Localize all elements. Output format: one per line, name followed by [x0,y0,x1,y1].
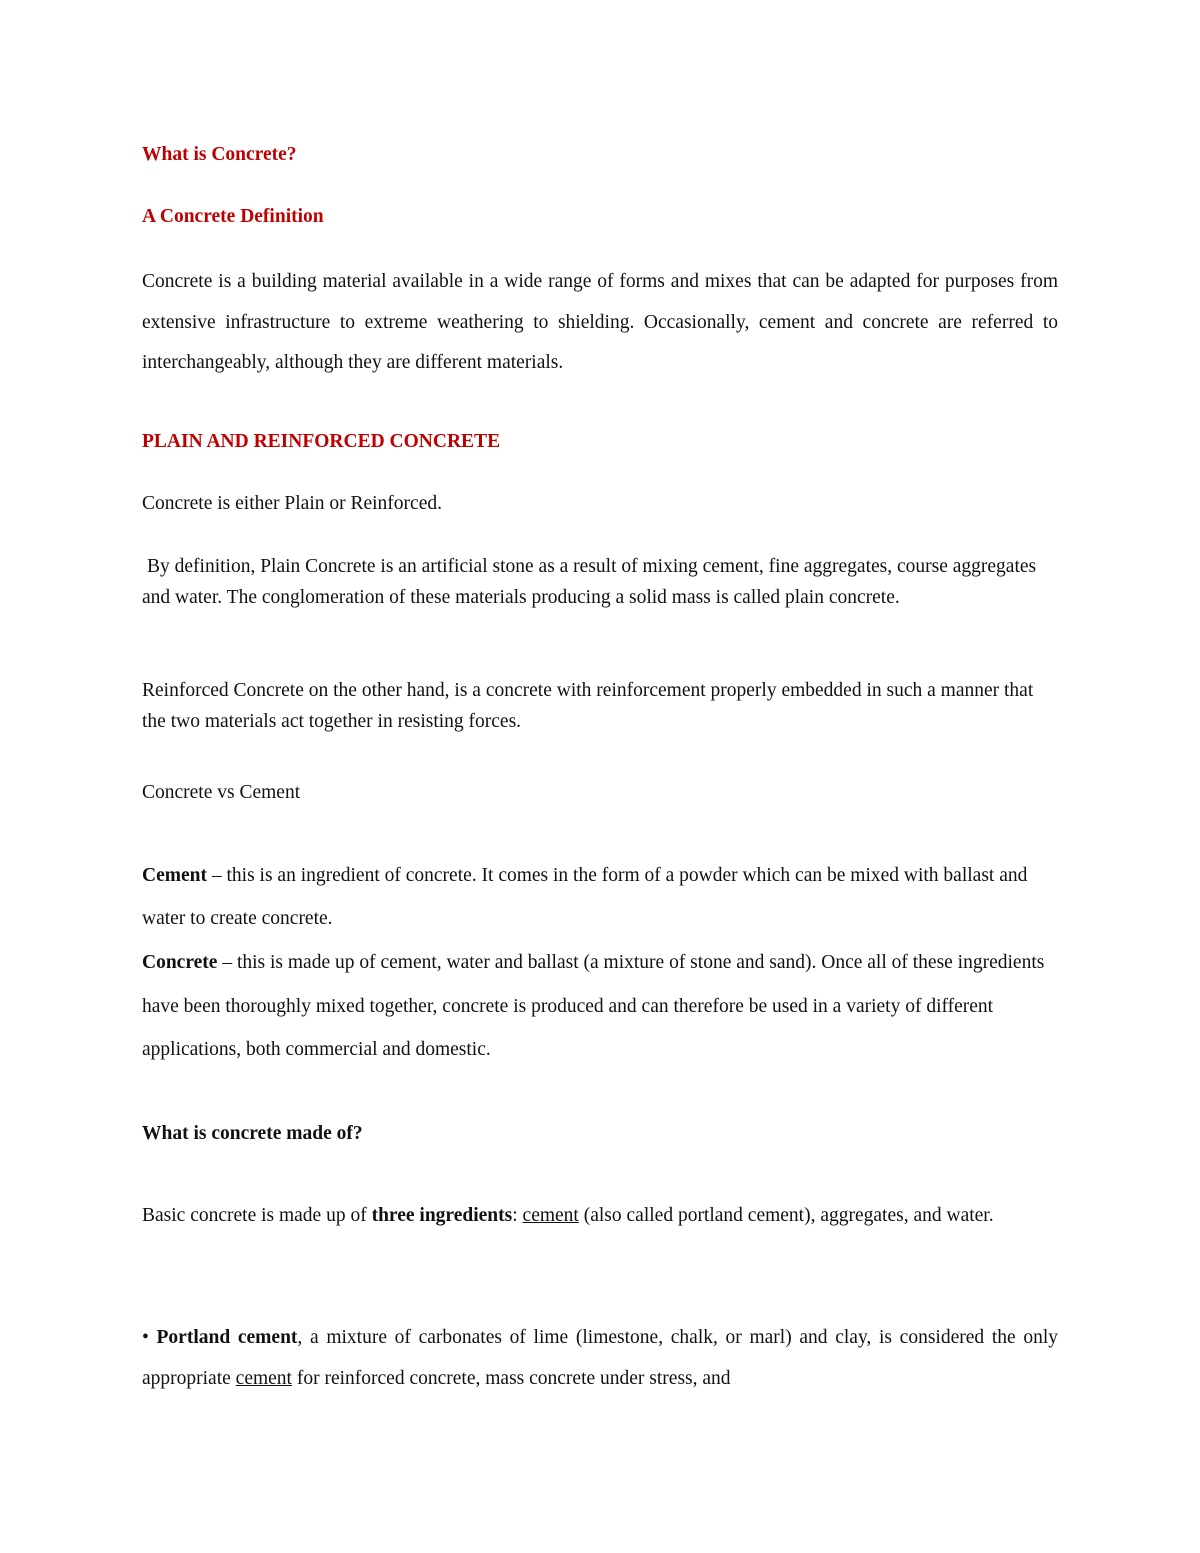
concrete-term: Concrete [142,952,218,973]
cement-definition [142,854,1058,940]
basic-suffix: (also called portland cement), aggregates, and water. [578,1205,994,1226]
portland-cement-term: Portland cement [156,1327,298,1348]
bullet-symbol: • [142,1327,149,1348]
document-title: What is Concrete? [142,144,297,165]
basic-ingredients-paragraph [142,1196,1058,1237]
definition-heading: A Concrete Definition [142,206,324,227]
cement-text: – this is an ingredient of concrete. It comes in the form of a powder which can be mixed with ballast and water to create concrete. [142,865,1028,929]
section-heading: PLAIN AND REINFORCED CONCRETE [142,431,501,452]
basic-colon: : [512,1205,523,1226]
concrete-text: – this is made up of cement, water and ballast (a mixture of stone and sand). Once all of these ingredients have been thoroughly mixed together, concrete is produced and can therefore be used in a variety of different applications, both commercial and domestic. [142,952,1045,1060]
portland-cement-link[interactable]: cement [235,1367,292,1389]
plain-concrete-paragraph: By definition, Plain Concrete is an artificial stone as a result of mixing cement, fine aggregates, course aggregates and water. The conglomeration of these materials producing a solid mass is called plain concrete. [142,556,1037,608]
cement-link[interactable]: cement [522,1205,579,1226]
three-ingredients-text: three ingredients [371,1205,513,1226]
portland-text-1: , a mixture of carbonates of lime (limestone, chalk, or marl) and clay, is considered the only appropriate [142,1327,1059,1389]
intro-line: Concrete is either Plain or Reinforced. [142,493,442,514]
portland-cement-bullet [142,1318,1058,1399]
cement-term: Cement [142,865,207,886]
comparison-heading: Concrete vs Cement [142,782,301,803]
basic-prefix: Basic concrete is made up of [142,1205,372,1226]
reinforced-concrete-paragraph: Reinforced Concrete on the other hand, is a concrete with reinforcement properly embedded in such a manner that the two materials act together in resisting forces. [142,680,1034,732]
concrete-definition [142,941,1058,1072]
portland-text-2: for reinforced concrete, mass concrete under stress, and [291,1367,731,1389]
definition-paragraph: Concrete is a building material available in a wide range of forms and mixes that can be adapted for purposes from extensive infrastructure to extreme weathering to shielding. Occasionally, cement and concrete are referred to interchangeably, although they are different materials. [142,271,1058,373]
made-of-heading: What is concrete made of? [142,1123,363,1144]
